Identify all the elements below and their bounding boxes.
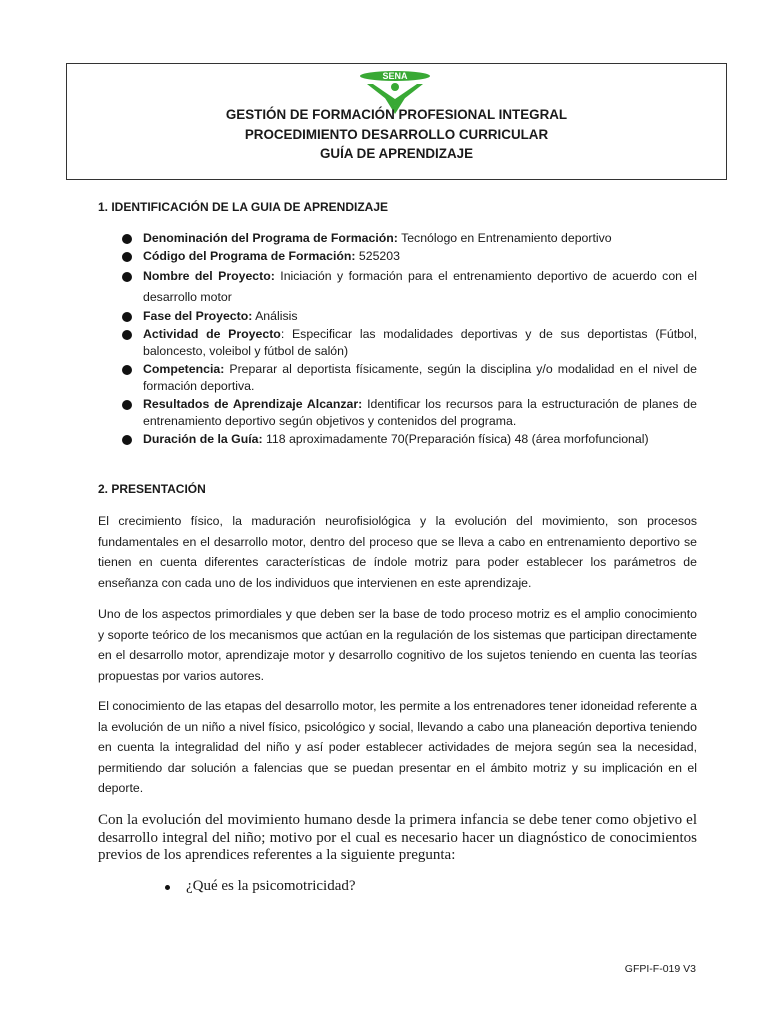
logo-text: SENA [382,71,408,81]
item-label: Nombre del Proyecto: [143,268,275,283]
header-title-line3: GUÍA DE APRENDIZAJE [319,146,474,161]
list-item [163,878,356,895]
item-value: Análisis [252,309,298,324]
section2-title: 2. PRESENTACIÓN [98,482,206,496]
item-value: Tecnólogo en Entrenamiento deportivo [397,231,612,245]
bullet-icon [122,330,132,340]
list-item [120,230,697,247]
item-value: 525203 [355,248,400,263]
header-title-line1: GESTIÓN DE FORMACIÓN PROFESIONAL INTEGRAL [225,107,568,122]
item-label: Código del Programa de Formación: [143,248,356,263]
bullet-icon [122,272,132,282]
item-value: Iniciación y formación para el entrenamiento deportivo de acuerdo con el desarrollo motor [143,268,698,304]
presentation-paragraph: Uno de los aspectos primordiales y que deben ser la base de todo proceso motriz es el amplio conocimiento y soporte teórico de los mecanismos que actúan en la regulación de los sistemas que participan directamente en el desarrollo motor, aprendizaje motor y desarrollo cognitivo de los sujetos teniendo en cuenta las teorías propuestas por varios autores. [98,607,697,683]
item-label: Fase del Proyecto: [143,309,253,324]
item-label: Actividad de Proyecto [143,326,281,341]
bullet-icon [122,400,132,410]
item-value: Preparar al deportista físicamente, según la disciplina y/o modalidad en el nivel de formación deportiva. [143,361,697,394]
item-label: Denominación del Programa de Formación: [143,231,398,245]
item-label: Competencia: [143,361,225,376]
list-item [120,396,697,431]
bullet-icon [122,252,132,262]
bullet-icon [165,885,170,890]
presentation-paragraph: El conocimiento de las etapas del desarrollo motor, les permite a los entrenadores tener idoneidad referente a la evolución de un niño a nivel físico, psicológico y social, llevando a cabo una planeación deportiva teniendo en cuenta la integralidad del niño y así poder establecer actividades de mejora según sea la necesidad, permitiendo dar solución a falencias que se puedan presentar en el ámbito motriz y su implicación en el deporte. [98,699,697,796]
list-item [120,266,697,308]
identification-list [120,230,697,449]
question-list [163,878,356,895]
list-item [120,248,697,265]
list-item [120,308,697,325]
item-value: : Especificar las modalidades deportivas y de sus deportistas (Fútbol, baloncesto, voleibol y fútbol de salón) [143,326,698,359]
document-header [66,63,727,180]
list-item [120,326,697,361]
list-item [120,431,697,448]
item-value: 118 aproximadamente 70(Preparación física) 48 (área morfofuncional) [262,432,649,447]
question-text: ¿Qué es la psicomotricidad? [186,878,356,894]
presentation-paragraph: El crecimiento físico, la maduración neurofisiológica y la evolución del movimiento, son procesos fundamentales en el desarrollo motor, dentro del proceso que se lleva a cabo en entrenamiento deportivo se tienen en cuenta diferentes características de índole motriz para poder establecer los parámetros de enseñanza con cada uno de los individuos que intervienen en este aprendizaje. [98,514,697,590]
bullet-icon [122,365,132,375]
header-title-line2: PROCEDIMIENTO DESARROLLO CURRICULAR [244,126,549,142]
item-label: Resultados de Aprendizaje Alcanzar: [143,397,363,412]
item-value: Identificar los recursos para la estructuración de planes de entrenamiento deportivo según objetivos y contenidos del programa. [143,397,697,429]
footer-document-code: GFPI-F-019 V3 [624,963,696,975]
bullet-icon [122,312,132,322]
bullet-icon [122,435,132,445]
presentation-paragraph: Con la evolución del movimiento humano desde la primera infancia se debe tener como objetivo el desarrollo integral del niño; motivo por el cual es necesario hacer un diagnóstico de conocimientos previos de los aprendices referentes a la siguiente pregunta: [98,812,697,863]
item-label: Duración de la Guía: [143,432,263,447]
section1-title: 1. IDENTIFICACIÓN DE LA GUIA DE APRENDIZAJE [98,200,389,214]
list-item [120,361,697,396]
bullet-icon [122,234,132,244]
